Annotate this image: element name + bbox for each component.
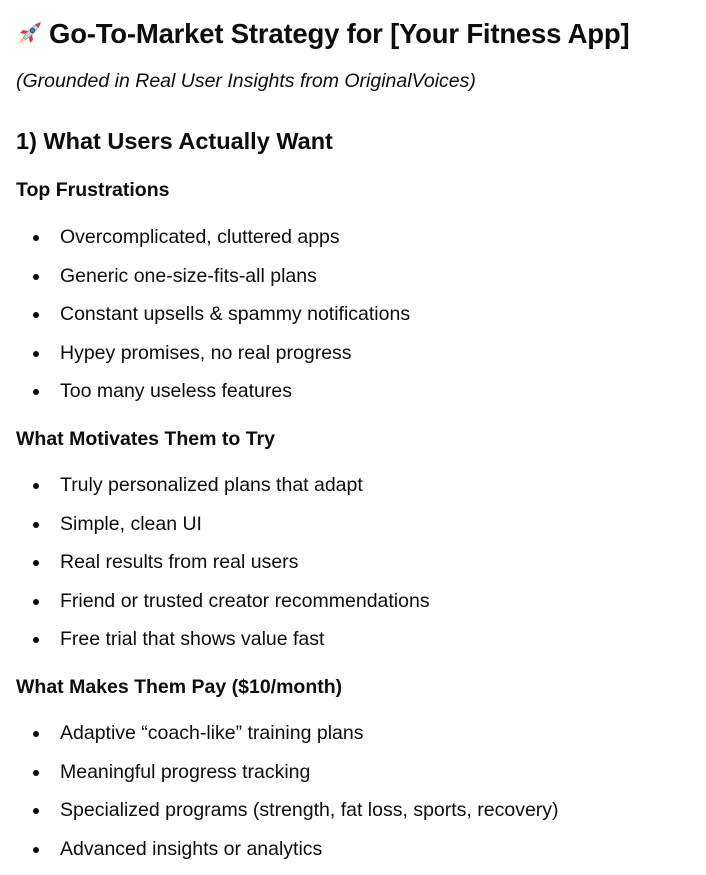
bullet-icon xyxy=(33,389,39,395)
bullet-icon xyxy=(33,637,39,643)
subsection-heading-frustrations: Top Frustrations xyxy=(16,179,170,201)
bullet-icon xyxy=(33,599,39,605)
page-subtitle: (Grounded in Real User Insights from OriginalVoices) xyxy=(16,70,476,92)
bullet-icon xyxy=(33,770,39,776)
subsection-heading-motivations: What Motivates Them to Try xyxy=(16,428,275,450)
bullet-icon xyxy=(33,808,39,814)
page-title: Go-To-Market Strategy for [Your Fitness App] xyxy=(49,18,630,49)
bullet-icon xyxy=(33,312,39,318)
bullet-icon xyxy=(33,560,39,566)
rocket-icon xyxy=(15,20,43,48)
bullet-icon xyxy=(33,351,39,357)
bullet-icon xyxy=(33,274,39,280)
document: Go-To-Market Strategy for [Your Fitness App] (Grounded in Real User Insights from OriginalVoices) 1) What Users Actually Want Top Frustrations Overcomplicated, cluttered apps Generic one-size-fits-all plans Constant upsells & spammy notifications Hypey promises, no real progress Too many useless features What Motivates Them to Try Truly personalized plans that adapt Simple, clean UI Real results from real users Friend or trusted creator recommendations Free trial that shows value fast What Makes Them Pay ($10/month) Adaptive “coach-like” training plans Meaningful progress tracking Specialized programs (strength, fat loss, sports, recovery) Advanced insights or analytics xyxy=(0,0,706,860)
title-row xyxy=(15,14,629,54)
bullet-icon xyxy=(33,235,39,241)
bullet-icon xyxy=(33,522,39,528)
bullet-icon xyxy=(33,483,39,489)
bullet-icon xyxy=(33,731,39,737)
bullet-icon xyxy=(33,847,39,853)
subsection-heading-pay: What Makes Them Pay ($10/month) xyxy=(16,676,343,698)
section-heading: 1) What Users Actually Want xyxy=(16,128,333,154)
